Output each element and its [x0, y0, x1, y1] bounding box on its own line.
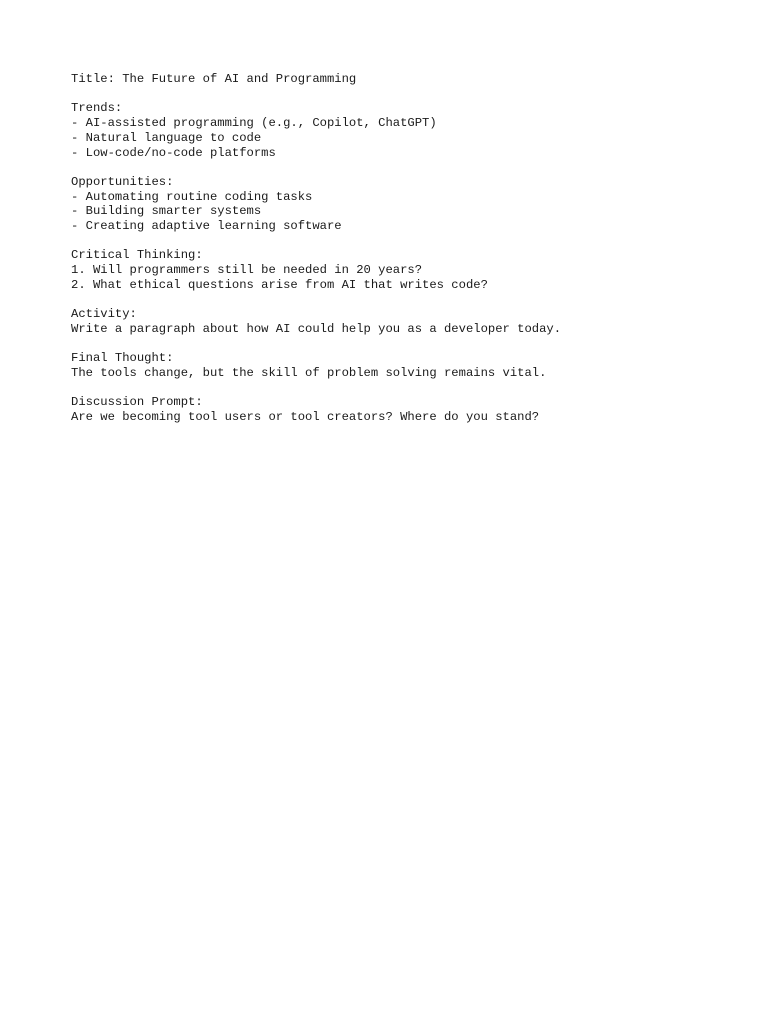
list-item: - AI-assisted programming (e.g., Copilot, ChatGPT)	[71, 116, 437, 131]
discussion-prompt-heading: Discussion Prompt:	[71, 395, 203, 410]
list-item: - Building smarter systems	[71, 204, 262, 219]
opportunities-section	[71, 175, 751, 234]
final-thought-section	[71, 351, 751, 380]
activity-heading: Activity:	[71, 307, 137, 322]
list-item: 2. What ethical questions arise from AI that writes code?	[71, 277, 488, 292]
critical-thinking-heading: Critical Thinking:	[71, 248, 203, 263]
list-item: 1. Will programmers still be needed in 20 years?	[71, 263, 423, 278]
critical-thinking-section	[71, 248, 751, 292]
title-section	[71, 72, 751, 87]
trends-section	[71, 101, 751, 160]
list-item: - Automating routine coding tasks	[71, 189, 313, 204]
final-thought-heading: Final Thought:	[71, 351, 174, 366]
activity-text: Write a paragraph about how AI could help you as a developer today.	[71, 321, 562, 336]
discussion-prompt-text: Are we becoming tool users or tool creators? Where do you stand?	[71, 410, 540, 425]
trends-heading: Trends:	[71, 101, 123, 116]
activity-section	[71, 307, 751, 336]
list-item: - Natural language to code	[71, 130, 262, 145]
opportunities-heading: Opportunities:	[71, 174, 174, 189]
discussion-prompt-section	[71, 395, 751, 424]
final-thought-text: The tools change, but the skill of problem solving remains vital.	[71, 365, 547, 380]
list-item: - Low-code/no-code platforms	[71, 145, 276, 160]
document-title: Title: The Future of AI and Programming	[71, 72, 357, 86]
document-page	[71, 72, 751, 425]
list-item: - Creating adaptive learning software	[71, 219, 342, 233]
